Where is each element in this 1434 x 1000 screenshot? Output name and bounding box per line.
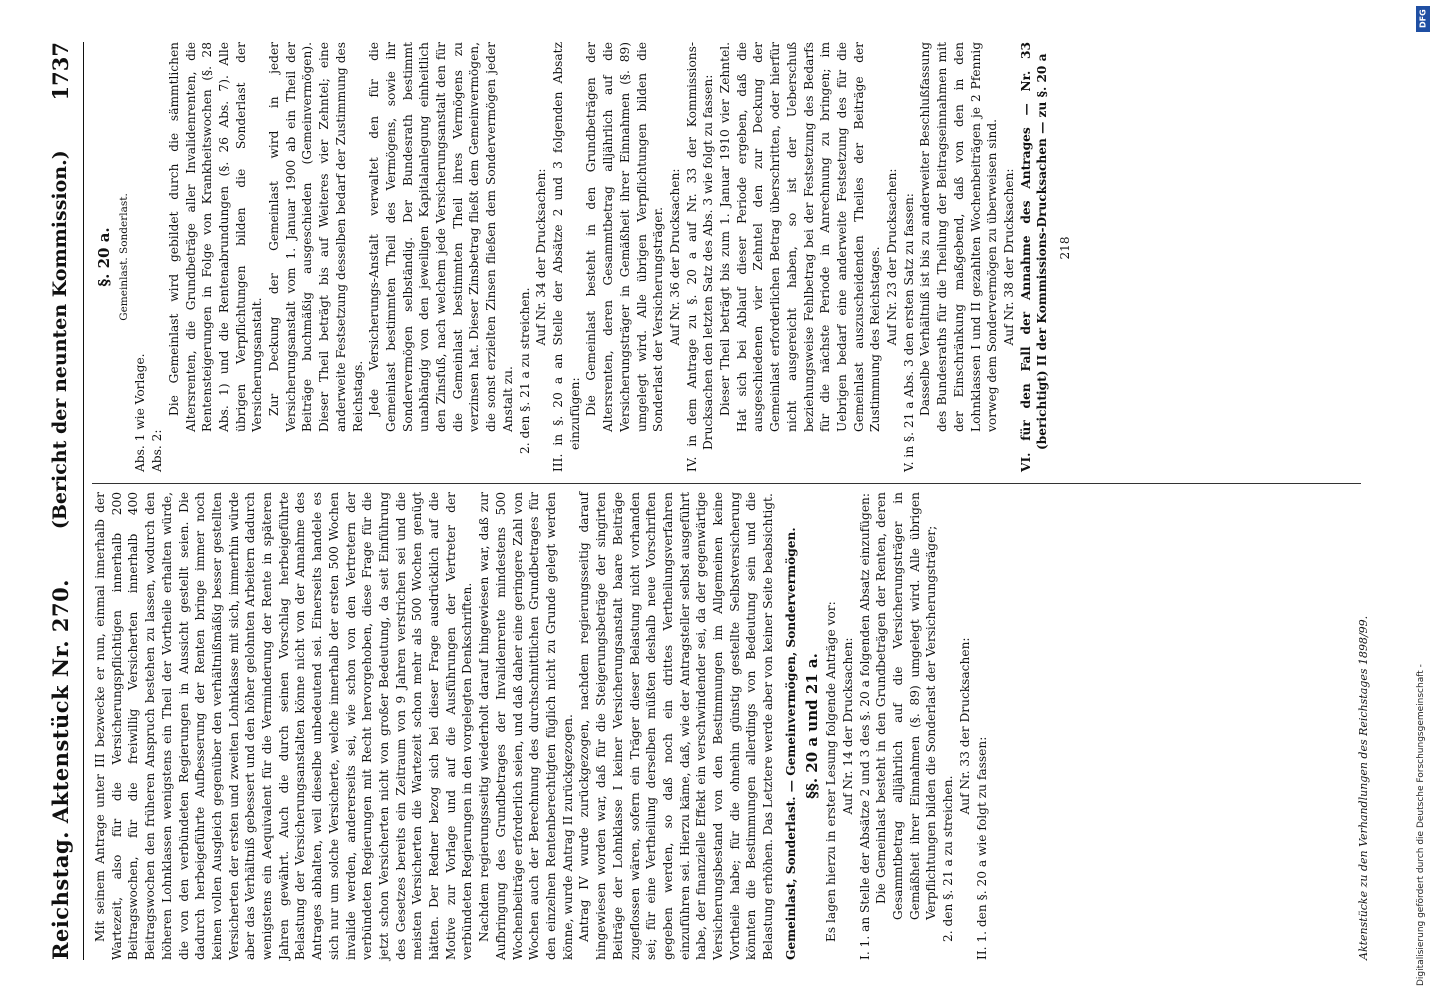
reference-nr-33: Auf Nr. 33 der Drucksachen: (957, 637, 972, 815)
subheading-gemeinlast: Gemeinlast, Sonderlast. — Gemeinvermögen, Sondervermögen. (783, 527, 798, 960)
abs-2-label: Abs. 2: (150, 429, 165, 472)
quote-V: Dasselbe Verhältniß ist bis zu anderweiter Beschlußfassung des Bundesraths für die Theilung der Beitragseinnahmen mit der Einschränkung maßgebend, daß von den in den Lohnklassen I und II gezahlten Wochenbeiträgen je 2 Pfennig vorweg dem Sondervermögen zu überweisen sind. (918, 42, 1000, 432)
dfg-logo-icon: DFG (1416, 6, 1430, 32)
left-column (92, 492, 1373, 960)
quote-IV: Dieser Theil beträgt bis zum 1. Januar 1910 vier Zehntel. Hat sich bei Ablauf dieser Periode ergeben, daß die ausgeschiedenen vier Zehntel den zur Deckung der Gemeinlast erforderlichen Betrag überschritten, oder hierfür nicht ausgereicht haben, so ist der Ueberschuß beziehungsweise Fehlbetrag bei der Festsetzung des Bedarfs für die nächste Periode in Anrechnung zu bringen; im Uebrigen bedarf eine anderweite Festsetzung des für die Gemeinlast auszuscheidenden Theiles der Beiträge der Zustimmung des Reichstages. (718, 42, 883, 432)
paragraph-antrag-ii: Nachdem regierungsseitig wiederholt darauf hingewiesen war, daß zur Aufbringung des Grundbetrages der Invalidenrente mindestens 500 Wochenbeiträge erforderlich seien, und daß daher eine geringere Zahl von Wochen auch der Berechnung des durchschnittlichen Grundbetrages für den einzelnen Rentenberechtigten füglich nicht zu Grunde gelegt werden könne, wurde Antrag II zurückgezogen. (477, 492, 575, 960)
intro-text: Es lagen hierzu in erster Lesung folgende Anträge vor: (824, 601, 839, 942)
paragraph-antrag-iii: Mit seinem Antrage unter III bezwecke er nun, einmal innerhalb der Wartezeit, also für die Versicherungspflichtigen innerhalb 200 Beitragswochen, für die freiwillig Versicherten innerhalb 400 Beitragswochen den früheren Anspruch bestehen zu lassen, wodurch den höheren Lohnklassen wenigstens ein Theil der Vortheile erhalten würde, die von den verbündeten Regierungen in Aussicht gestellt seien. Die dadurch herbeigeführte Aufbesserung der Renten bringe immer noch keinen vollen Ausgleich gegenüber den verhältnißmäßig besser gestellten Versicherten der ersten und zweiten Lohnklasse mit sich, immerhin würde aber das Verhältniß gebessert und den höher gelohnten Arbeitern dadurch wenigstens ein Aequivalent für die Verminderung der Rente in späteren Jahren gewährt. Auch die durch seinen Vorschlag herbeigeführte Belastung der Versicherungsanstalten könne nicht von der Annahme des Antrages abhalten, weil dieselbe unbedeutend sei. Einerseits handele es sich nur um solche Versicherte, welche innerhalb der ersten 500 Wochen invalide werden, andererseits sei, wie schon von den Vertretern der verbündeten Regierungen mit Recht hervorgehoben, diese Frage für die jetzt schon Versicherten nicht von großer Bedeutung, da seit Einführung des Gesetzes bereits ein Zeitraum von 9 Jahren verstrichen sei und die meisten Versicherten die Wartezeit schon mehr als 500 Wochen genügt hätten. Der Redner bezog sich bei dieser Frage ausdrücklich auf die Motive zur Vorlage und auf die Ausführungen der Vertreter der verbündeten Regierungen in den vorgelegten Denkschriften. (93, 492, 475, 960)
dfg-credit-strip (1415, 6, 1431, 990)
quote-I: Die Gemeinlast besteht in den Grundbeträgen der Renten, deren Gesammtbetrag alljährlich auf die Versicherungsträger in Gemäßheit ihrer Einnahmen (§. 89) umgelegt wird. Alle übrigen Verpflichtungen bilden die Sonderlast der Versicherungsträger; (874, 492, 939, 920)
footer-note: Aktenstücke zu den Verhandlungen des Reichstages 1898/99. (1357, 615, 1371, 960)
item-2: 2. den §. 21 a zu streichen. (517, 287, 532, 454)
section-subtitle: Gemeinlast. Sonderlast. (117, 193, 130, 321)
reference-nr-38: Auf Nr. 38 der Drucksachen: (1001, 168, 1016, 346)
abs-2-paragraph-1: Die Gemeinlast wird gebildet durch die sämmtlichen Altersrenten, die Grundbeträge aller Invalidenrenten, die Rentensteigerungen in Folge von Krankheitswochen (§. 28 Abs. 1) und die Rentenabrundungen (§. 26 Abs. 7). Alle übrigen Verpflichtungen bilden die Sonderlast der Versicherungsanstalt. (166, 42, 265, 432)
header-rule (83, 42, 84, 960)
abs-2-paragraph-2: Zur Deckung der Gemeinlast wird in jeder Versicherungsanstalt vom 1. Januar 1900 ab ein Theil der Beiträge buchmäßig ausgeschieden (Gemeinvermögen). Dieser Theil beträgt bis auf Weiteres vier Zehntel; eine anderweite Festsetzung desselben bedarf der Zustimmung des Reichstags. (267, 42, 365, 432)
item-II-1: II. 1. den §. 20 a wie folgt zu fassen: (974, 736, 989, 960)
header-subtitle: (Bericht der neunten Kommission.) (49, 150, 71, 530)
page-header (40, 42, 80, 960)
quote-III: Die Gemeinlast besteht in den Grundbeträgen der Altersrenten, deren Gesammtbetrag alljährlich auf die Versicherungsträger in Gemäßheit ihrer Einnahmen (§. 89) umgelegt wird. Alle übrigen Verpflichtungen bilden die Sonderlast der Versicherungsträger. (584, 42, 666, 432)
dfg-credit-text: Digitalisierung gefördert durch die Deutsche Forschungsgemeinschaft - (1416, 664, 1426, 986)
reference-nr-34: Auf Nr. 34 der Drucksachen: (534, 168, 549, 346)
item-V: V. in §. 21 a Abs. 3 den ersten Satz zu fassen: (901, 193, 916, 472)
reference-nr-36: Auf Nr. 36 der Drucksachen: (667, 168, 682, 346)
right-column (92, 42, 1373, 472)
header-title: Reichstag. Aktenstück Nr. 270. (47, 579, 73, 960)
section-title-20a-21a: §§. 20 a und 21 a. (802, 653, 821, 799)
item-VI: VI. für den Fall der Annahme des Antrages — Nr. 33 (berichtigt) II der Kommissions-Drucksachen — zu §. 20 a (1018, 42, 1050, 472)
paragraph-antrag-iv: Antrag IV wurde zurückgezogen, nachdem regierungsseitig darauf hingewiesen worden war, daß für die Steigerungsbeträge der singirten Beiträge der Lohnklasse I keiner Versicherungsanstalt baare Beiträge zugeflossen wären, sofern ein Träger dieser Belastung nicht vorhanden sei; für eine Vertheilung derselben müßten deshalb neue Vorschriften gegeben werden, so daß noch ein drittes Vertheilungsverfahren einzuführen sei. Hierzu käme, daß, wie der Antragsteller selbst ausgeführt habe, der finanzielle Effekt ein verschwindender sei, da der gegenwärtige Versicherungsbestand von den Bestimmungen im Allgemeinen keine Vortheile habe; für die ohnehin günstig gestellte Selbstversicherung könnten die Bestimmungen allerdings von Bedeutung sein und die Belastung erhöhen. Das Letztere werde aber von keiner Seite beabsichtigt. (577, 492, 776, 960)
abs-1: Abs. 1 wie Vorlage. (133, 353, 148, 472)
page-number: 1737 (47, 42, 73, 101)
reference-nr-14: Auf Nr. 14 der Drucksachen: (840, 637, 855, 815)
item-IV: IV. in dem Antrage zu §. 20 a auf Nr. 33 der Kommissions-Drucksachen den letzten Satz des Abs. 3 wie folgt zu fassen: (684, 42, 716, 472)
signature-number: 218 (1058, 236, 1073, 260)
item-I-2: 2. den §. 21 a zu streichen. (941, 775, 956, 942)
abs-2-paragraph-3: Jede Versicherungs-Anstalt verwaltet den für die Gemeinlast bestimmten Theil des Vermögens, sowie ihr Sondervermögen selbständig. Der Bundesrath bestimmt unabhängig von den jeweiligen Kapitalanlegung einheitlich den Zinsfuß, nach welchem jede Versicherungsanstalt den für die Gemeinlast bestimmten Theil ihres Vermögens zu verzinsen hat. Dieser Zinsbetrag fließt dem Gemeinvermögen, die sonst erzielten Zinsen fließen dem Sondervermögen jeder Anstalt zu. (367, 42, 515, 432)
item-I-1: I. 1. an Stelle der Absätze 2 und 3 des §. 20 a folgenden Absatz einzufügen: (857, 493, 872, 960)
reference-nr-23: Auf Nr. 23 der Drucksachen: (885, 168, 900, 346)
section-title-20a: §. 20 a. (95, 227, 113, 287)
column-divider (92, 483, 1361, 484)
item-III: III. in §. 20 a an Stelle der Absätze 2 und 3 folgenden Absatz einzufügen: (550, 42, 582, 472)
